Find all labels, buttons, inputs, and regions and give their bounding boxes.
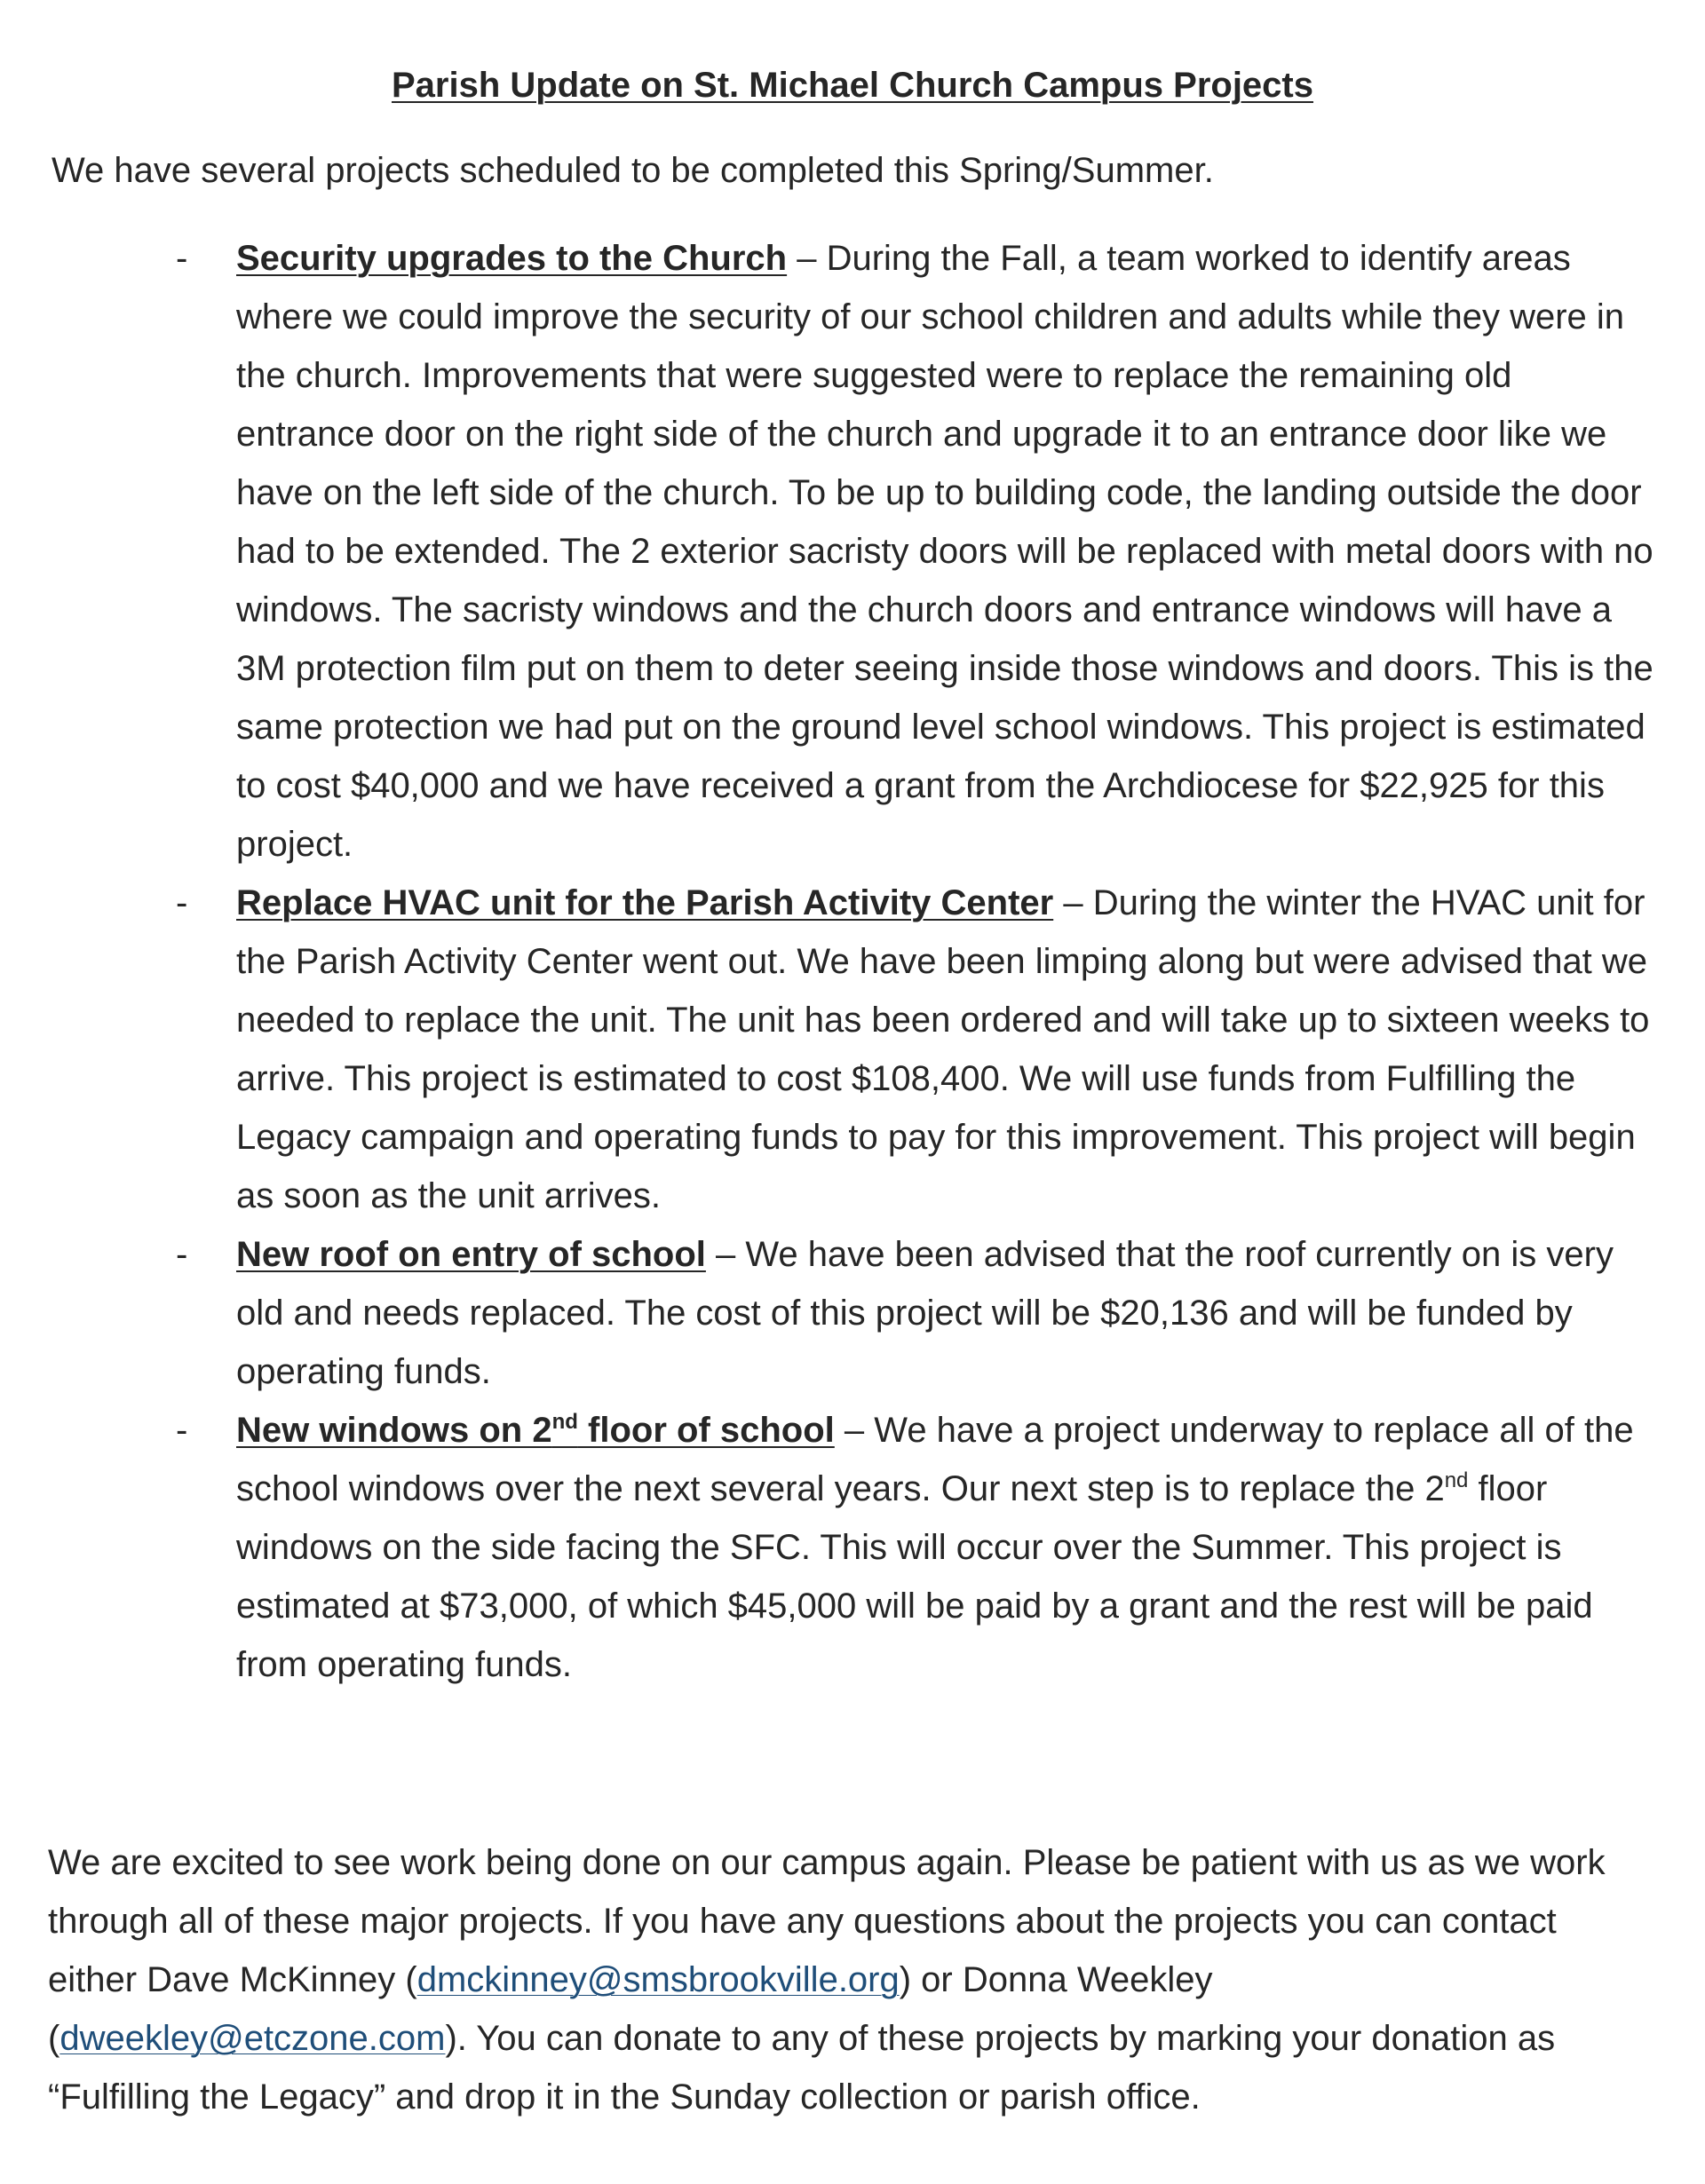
separator: – bbox=[705, 1235, 746, 1274]
closing-text: We are excited to see work being done on our campus again. Please be patient with us as we work through all of these major projects. If you have any questions about the projects you can contact either Dave McKinney ( bbox=[48, 1843, 1606, 1999]
heading-part: floor of school bbox=[577, 1411, 835, 1450]
heading-part: New windows on 2 bbox=[236, 1411, 552, 1450]
bullet-dash: - bbox=[176, 239, 188, 278]
page-title-text: Parish Update on St. Michael Church Campus Projects bbox=[391, 66, 1313, 105]
project-body: During the winter the HVAC unit for the Parish Activity Center went out. We have been limping along but were advised that we needed to replace the unit. The unit has been ordered and will take up to sixteen weeks to arrive. This project is estimated to cost $108,400. We will use funds from Fulfilling the Legacy campaign and operating funds to pay for this improvement. This project will begin as soon as the unit arrives. bbox=[236, 883, 1650, 1215]
project-body bbox=[236, 1411, 1634, 1684]
separator: – bbox=[787, 239, 827, 278]
project-body: We have been advised that the roof currently on is very old and needs replaced. The cost of this project will be $20,136 and will be funded by operating funds. bbox=[236, 1235, 1614, 1391]
intro-paragraph: We have several projects scheduled to be completed this Spring/Summer. bbox=[52, 151, 1214, 190]
closing-text: ). You can donate to any of these projects by marking your donation as “Fulfilling the Legacy” and drop it in the Sunday collection or parish office. bbox=[48, 2019, 1556, 2117]
bullet-dash: - bbox=[176, 1411, 188, 1450]
separator: – bbox=[1053, 883, 1093, 922]
project-heading: Replace HVAC unit for the Parish Activity Center bbox=[236, 883, 1054, 922]
project-item-windows bbox=[0, 1401, 1657, 1694]
project-item-security bbox=[0, 229, 1657, 874]
project-body: During the Fall, a team worked to identify areas where we could improve the security of our school children and adults while they were in the church. Improvements that were suggested were to replace the remaining old entrance door on the right side of the church and upgrade it to an entrance door like we have on the left side of the church. To be up to building code, the landing outside the door had to be extended. The 2 exterior sacristy doors will be replaced with metal doors with no windows. The sacristy windows and the church doors and entrance windows will have a 3M protection film put on them to deter seeing inside those windows and doors. This is the same protection we had put on the ground level school windows. This project is estimated to cost $40,000 and we have received a grant from the Archdiocese for $22,925 for this project. bbox=[236, 239, 1653, 864]
closing-text: ) or Donna Weekley ( bbox=[48, 1960, 1213, 2058]
page-title bbox=[0, 60, 1705, 110]
project-list bbox=[0, 229, 1705, 1694]
email-link-dmckinney[interactable]: dmckinney@smsbrookville.org bbox=[416, 1960, 900, 1999]
project-heading bbox=[236, 1411, 835, 1450]
body-part: We have a project underway to replace all of the school windows over the next several years. Our next step is to replace the 2 bbox=[236, 1411, 1634, 1508]
ordinal-superscript: nd bbox=[551, 1410, 578, 1434]
project-heading: New roof on entry of school bbox=[236, 1235, 706, 1274]
body-part: floor windows on the side facing the SFC. This will occur over the Summer. This project is estimated at $73,000, of which $45,000 will be paid by a grant and the rest will be paid from operating funds. bbox=[236, 1469, 1593, 1684]
closing-paragraph bbox=[48, 1833, 1638, 2126]
project-heading: Security upgrades to the Church bbox=[236, 239, 788, 278]
bullet-dash: - bbox=[176, 1235, 188, 1274]
email-link-dweekley[interactable]: dweekley@etczone.com bbox=[59, 2019, 446, 2058]
project-item-roof bbox=[0, 1225, 1657, 1401]
separator: – bbox=[834, 1411, 875, 1450]
bullet-dash: - bbox=[176, 883, 188, 922]
project-item-hvac bbox=[0, 874, 1657, 1225]
ordinal-superscript: nd bbox=[1444, 1468, 1469, 1492]
